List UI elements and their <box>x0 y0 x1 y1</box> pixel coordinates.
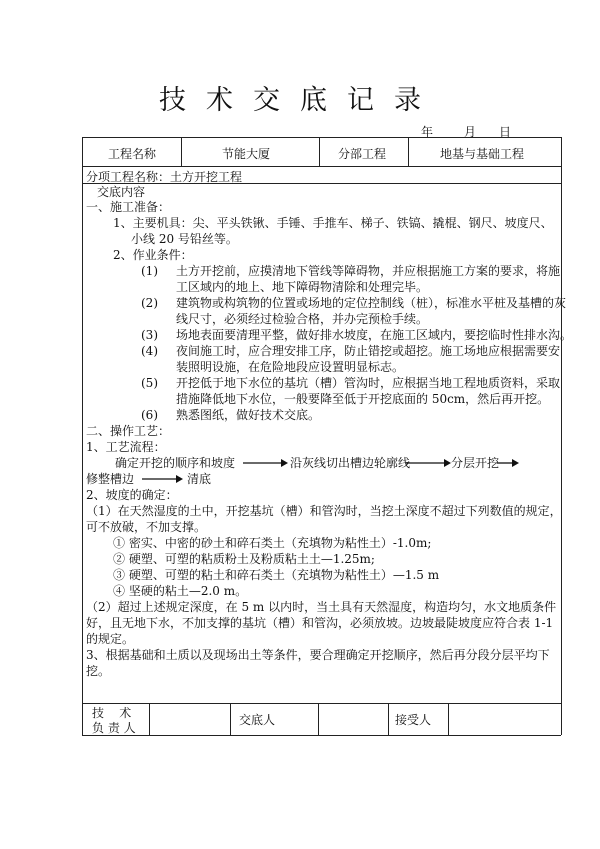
table-border-right <box>561 137 562 735</box>
condition-4-number: (4) <box>141 344 158 358</box>
subitem-value: 土方开挖工程 <box>170 170 243 184</box>
table-rule-footer <box>82 703 561 704</box>
footer-divider-5 <box>448 703 449 735</box>
flow-arrow-2-icon <box>404 457 452 469</box>
division-label: 分部工程 <box>338 147 387 161</box>
prep-item-1-line-1: 1、主要机具：尖、平头铁锹、手锤、手推车、梯子、铁镐、撬棍、钢尺、坡度尺、 <box>113 216 553 230</box>
item-3-line-2: 挖。 <box>86 664 111 678</box>
date-day-label: 日 <box>499 125 512 139</box>
footer-divider-1 <box>149 703 150 735</box>
slope-para-2-line-2: 好，且无地下水，不加支撑的基坑（槽）和管沟，必须放坡。边坡最陡坡度应符合表 1-1 <box>86 616 554 630</box>
subitem-label <box>86 168 242 185</box>
slope-title: 2、坡度的确定： <box>86 488 178 502</box>
slope-item-4: ④ 坚硬的粘土—2.0 m。 <box>113 584 248 598</box>
process-flow-title: 1、工艺流程： <box>86 440 166 454</box>
flow-step-3: 分层开挖 <box>451 456 500 470</box>
item-3-line-1: 3、根据基础和土质以及现场出土等条件，要合理确定开挖顺序，然后再分段分层平均下 <box>86 648 550 662</box>
condition-1-line-2: 工区域内的地上、地下障碍物清除和处理完毕。 <box>176 280 429 294</box>
condition-1-line-1: 土方开挖前，应摸清地下管线等障碍物，并应根据施工方案的要求，将施 <box>176 264 561 278</box>
slope-para-2-line-3: 的规定。 <box>86 632 135 646</box>
footer-divider-2 <box>230 703 231 735</box>
flow-step-2: 沿灰线切出槽边轮廓线 <box>290 456 411 470</box>
project-name-label: 工程名称 <box>108 147 157 161</box>
division-value: 地基与基础工程 <box>440 147 525 161</box>
condition-5-number: (5) <box>141 376 158 390</box>
condition-4-line-1: 夜间施工时，应合理安排工序，防止错挖或超挖。施工场地应根据需要安 <box>176 344 561 358</box>
condition-5-line-1: 开挖低于地下水位的基坑（槽）管沟时，应根据当地工程地质资料，采取 <box>176 376 561 390</box>
prep-item-2-title: 2、作业条件： <box>113 248 193 262</box>
tech-lead-label-line-1: 技 术 <box>92 706 132 720</box>
flow-arrow-1-icon <box>241 457 289 469</box>
handover-label: 交底人 <box>239 713 276 727</box>
date-month-label: 月 <box>464 125 477 139</box>
table-border-top <box>82 137 561 138</box>
condition-4-line-2: 装照明设施，在危险地段应设置明显标志。 <box>176 360 405 374</box>
condition-6-number: (6) <box>141 408 158 422</box>
slope-para-2-line-1: （2）超过上述规定深度，在 5 m 以内时，当土具有天然湿度，构造均匀，水文地质条件 <box>86 600 557 614</box>
condition-5-line-2: 措施降低地下水位，一般要降至低于开挖底面的 50cm，然后再开挖。 <box>176 392 550 406</box>
slope-item-2: ② 硬塑、可塑的粘质粉土及粉质粘土土—1.25m; <box>113 552 375 566</box>
slope-para-1-line-1: （1）在天然湿度的土中，开挖基坑（槽）和管沟时，当挖土深度不超过下列数值的规定， <box>86 504 562 518</box>
condition-2-line-1: 建筑物或构筑物的位置或场地的定位控制线（桩），标准水平桩及基槽的灰 <box>176 296 567 310</box>
flow-step-5: 清底 <box>187 472 212 486</box>
footer-divider-3 <box>318 703 319 735</box>
condition-6-line-1: 熟悉图纸，做好技术交底。 <box>176 408 321 422</box>
condition-1-number: (1) <box>141 264 158 278</box>
project-name-value: 节能大厦 <box>222 147 271 161</box>
header-divider-3 <box>408 137 409 166</box>
table-border-bottom <box>82 735 561 736</box>
condition-2-line-2: 线尺寸，必须经过检验合格，并办完预检手续。 <box>176 312 429 326</box>
date-year-label: 年 <box>421 125 434 139</box>
condition-3-number: (3) <box>141 328 158 342</box>
footer-divider-4 <box>388 703 389 735</box>
receiver-label: 接受人 <box>395 713 432 727</box>
section-prep-title: 一、施工准备： <box>86 200 171 214</box>
flow-step-1: 确定开挖的顺序和坡度 <box>115 456 236 470</box>
table-border-left <box>82 137 83 735</box>
flow-step-4: 修整槽边 <box>86 472 135 486</box>
flow-arrow-3-icon <box>496 457 520 469</box>
table-rule-header <box>82 166 561 167</box>
prep-item-1-line-2: 小线 20 号铅丝等。 <box>131 232 238 246</box>
header-divider-2 <box>319 137 320 166</box>
header-divider-1 <box>181 137 182 166</box>
tech-lead-label-line-2: 负 责 人 <box>92 721 136 735</box>
subitem-label-text: 分项工程名称： <box>86 170 171 184</box>
condition-3-line-1: 场地表面要清理平整，做好排水坡度，在施工区域内，要挖临时性排水沟。 <box>176 328 573 342</box>
section-ops-title: 二、操作工艺： <box>86 424 171 438</box>
content-heading: 交底内容 <box>97 185 146 199</box>
flow-arrow-4-icon <box>140 473 184 485</box>
slope-item-1: ① 密实、中密的砂土和碎石类土（充填物为粘性土）-1.0m; <box>113 536 432 550</box>
document-title: 技术交底记录 <box>159 85 441 116</box>
slope-item-3: ③ 硬塑、可塑的粘土和碎石类土（充填物为粘性土）—1.5 m <box>113 568 440 582</box>
slope-para-1-line-2: 可不放破，不加支撑。 <box>86 520 207 534</box>
condition-2-number: (2) <box>141 296 158 310</box>
